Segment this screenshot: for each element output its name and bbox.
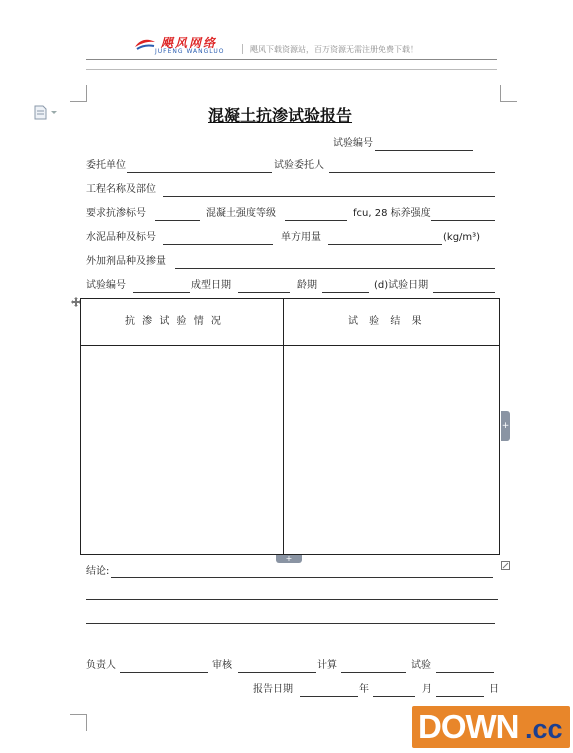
conclusion-label: 结论: [86, 566, 110, 577]
report-month-field[interactable] [373, 696, 415, 697]
col-header-test-result: 试 验 结 果 [348, 316, 426, 327]
table-add-column-button[interactable]: + [501, 411, 510, 441]
table-add-row-button[interactable]: + [276, 555, 302, 563]
crop-mark-bottom-left [70, 714, 87, 731]
dosage-field[interactable] [328, 244, 442, 245]
client-person-label: 试验委托人 [274, 160, 324, 171]
responsible-field[interactable] [120, 672, 208, 673]
client-person-field[interactable] [329, 172, 495, 173]
test-label: 试验 [411, 660, 431, 671]
watermark-logo [412, 706, 570, 748]
admixture-label: 外加剂品种及掺量 [86, 256, 166, 267]
grade-req-field[interactable] [155, 220, 200, 221]
swoosh-icon [133, 37, 157, 51]
watermark-brand-main: DOWN [418, 708, 519, 745]
project-field[interactable] [163, 196, 495, 197]
conclusion-field-line2[interactable] [86, 599, 498, 600]
review-label: 审核 [212, 660, 232, 671]
dosage-unit: (kg/m³) [443, 232, 481, 243]
test-no-label: 试验编号 [333, 138, 373, 149]
age-field[interactable] [322, 292, 369, 293]
responsible-label: 负责人 [86, 660, 116, 671]
conclusion-field-line3[interactable] [86, 623, 495, 624]
test-no2-field[interactable] [133, 292, 190, 293]
dosage-label: 单方用量 [281, 232, 321, 243]
client-field[interactable] [127, 172, 272, 173]
strength-grade-field[interactable] [285, 220, 347, 221]
logo-en-text: JUFENG WANGLUO [155, 48, 225, 55]
client-label: 委托单位 [86, 160, 126, 171]
report-day-field[interactable] [436, 696, 484, 697]
watermark-brand-suffix: .cc [525, 714, 563, 744]
year-label: 年 [359, 684, 369, 695]
admixture-field[interactable] [175, 268, 495, 269]
test-sign-field[interactable] [436, 672, 494, 673]
table-resize-handle-icon[interactable] [501, 555, 510, 564]
calc-label: 计算 [317, 660, 337, 671]
header-rule-bottom [86, 69, 497, 70]
test-no-field[interactable] [375, 150, 473, 151]
report-year-field[interactable] [300, 696, 358, 697]
fcu-label: fcu, 28 标养强度 [353, 208, 431, 219]
review-field[interactable] [238, 672, 316, 673]
calc-field[interactable] [341, 672, 406, 673]
table-header-divider [80, 345, 500, 346]
crop-mark-top-left [70, 85, 87, 102]
header-rule-top [86, 59, 497, 60]
molding-date-field[interactable] [238, 292, 290, 293]
header-divider [242, 44, 243, 54]
month-label: 月 [422, 684, 432, 695]
strength-grade-label: 混凝土强度等级 [206, 208, 276, 219]
molding-date-label: 成型日期 [191, 280, 231, 291]
test-date-label: (d)试验日期 [374, 280, 429, 291]
report-date-label: 报告日期 [253, 684, 293, 695]
table-column-divider [283, 298, 284, 555]
cement-field[interactable] [163, 244, 273, 245]
result-table [80, 298, 500, 555]
conclusion-field-line1[interactable] [111, 577, 493, 578]
project-label: 工程名称及部位 [86, 184, 156, 195]
doc-title: 混凝土抗渗试验报告 [208, 106, 353, 125]
col-header-test-condition: 抗 渗 试 验 情 况 [125, 316, 223, 327]
fcu-field[interactable] [431, 220, 495, 221]
document-menu-icon[interactable] [32, 104, 62, 120]
crop-mark-top-right [500, 85, 517, 102]
test-no2-label: 试验编号 [86, 280, 126, 291]
logo-cn-text: 飓风网络 [161, 36, 218, 50]
cement-label: 水泥品种及标号 [86, 232, 156, 243]
test-date-field[interactable] [433, 292, 495, 293]
grade-req-label: 要求抗渗标号 [86, 208, 146, 219]
header-tagline: 飓风下载资源站，百万资源无需注册免费下载！ [250, 45, 418, 54]
age-label: 龄期 [297, 280, 317, 291]
site-logo [133, 35, 233, 57]
day-label: 日 [489, 684, 499, 695]
